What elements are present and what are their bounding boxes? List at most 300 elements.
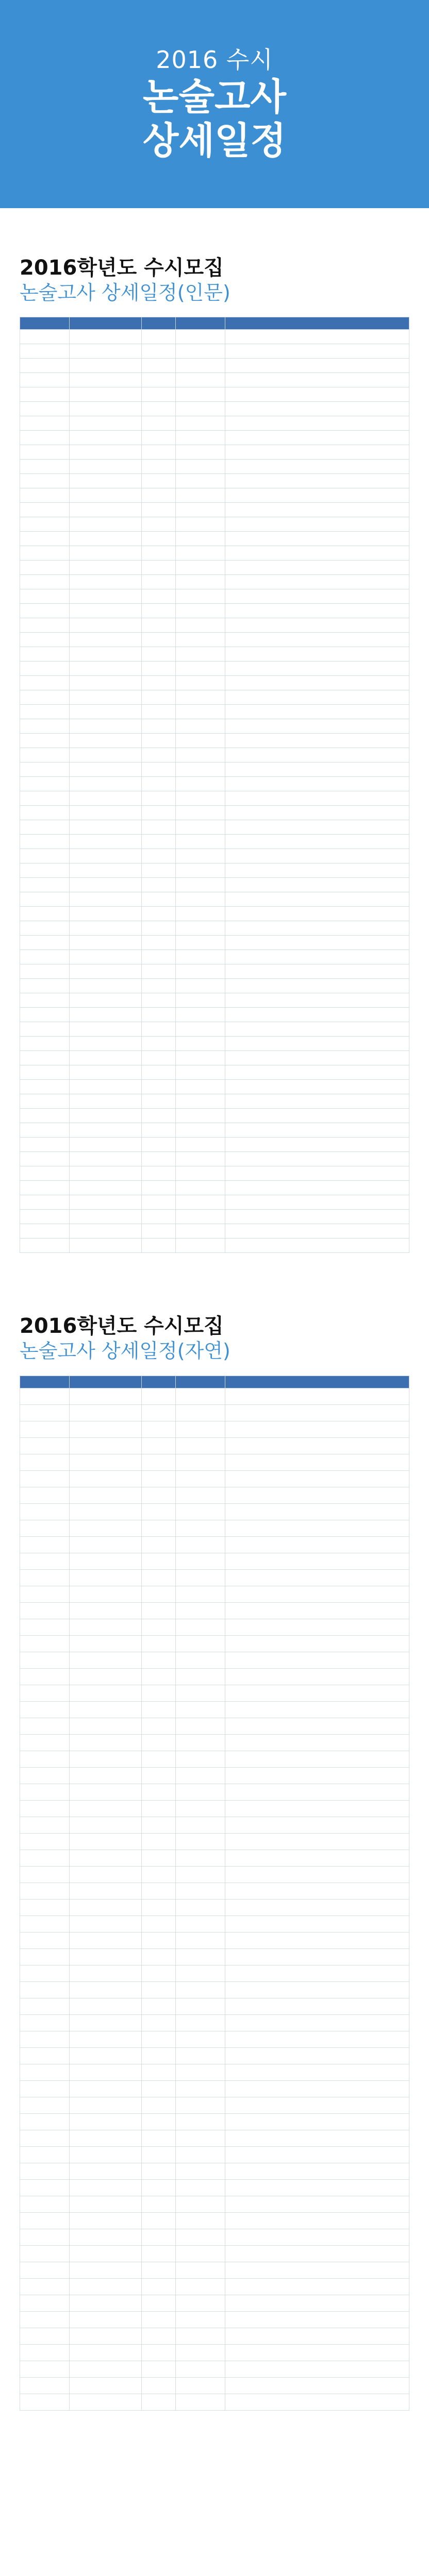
table-cell <box>176 690 225 705</box>
table-body <box>20 1388 409 2410</box>
table-row <box>20 1239 409 1253</box>
table-cell <box>142 2344 176 2361</box>
table-cell <box>225 1602 409 1619</box>
table-cell <box>70 2097 142 2113</box>
table-cell <box>70 618 142 633</box>
table-cell <box>20 1850 70 1866</box>
table-cell <box>225 2064 409 2080</box>
table-cell <box>142 1569 176 1586</box>
section-title: 2016학년도 수시모집 <box>20 256 224 280</box>
table-cell <box>142 2245 176 2262</box>
table-cell <box>225 1022 409 1037</box>
table-cell <box>176 1866 225 1883</box>
table-cell <box>70 1586 142 1602</box>
table-cell <box>225 1138 409 1152</box>
table-cell <box>225 431 409 445</box>
table-cell <box>20 1784 70 1800</box>
table-cell <box>176 1718 225 1734</box>
table-cell <box>176 1065 225 1080</box>
table-cell <box>225 488 409 503</box>
table-row <box>20 1767 409 1784</box>
table-cell <box>20 1569 70 1586</box>
table-cell <box>70 1181 142 1195</box>
table-row <box>20 1152 409 1166</box>
table-row <box>20 1916 409 1932</box>
table-cell <box>70 2394 142 2410</box>
table-cell <box>70 762 142 777</box>
table-cell <box>70 1239 142 1253</box>
table-cell <box>70 575 142 589</box>
table-cell <box>20 1800 70 1817</box>
table-row <box>20 676 409 690</box>
table-cell <box>20 979 70 993</box>
table-cell <box>176 1833 225 1850</box>
table-cell <box>142 1668 176 1685</box>
table-cell <box>142 1932 176 1948</box>
table-cell <box>225 2196 409 2212</box>
table-cell <box>142 460 176 474</box>
table-cell <box>142 2361 176 2377</box>
table-cell <box>142 1701 176 1718</box>
table-cell <box>225 1965 409 1981</box>
table-cell <box>70 647 142 662</box>
table-cell <box>142 575 176 589</box>
table-cell <box>142 1181 176 1195</box>
table-cell <box>176 2031 225 2047</box>
table-row <box>20 373 409 387</box>
table-cell <box>20 330 70 344</box>
table-cell <box>176 1850 225 1866</box>
table-cell <box>142 633 176 647</box>
table-cell <box>176 1767 225 1784</box>
table-cell <box>20 734 70 748</box>
table-cell <box>70 1817 142 1833</box>
table-cell <box>225 1210 409 1224</box>
table-cell <box>70 2361 142 2377</box>
table-row <box>20 878 409 892</box>
table-cell <box>70 1080 142 1094</box>
section-humanities <box>0 256 429 1253</box>
table-cell <box>70 2146 142 2163</box>
table-row <box>20 1437 409 1454</box>
table-cell <box>70 849 142 863</box>
table-cell <box>225 1181 409 1195</box>
table-cell <box>20 2080 70 2097</box>
table-cell <box>225 503 409 517</box>
table-cell <box>142 445 176 460</box>
table-cell <box>70 359 142 373</box>
table-cell <box>20 1866 70 1883</box>
table-cell <box>142 964 176 979</box>
table-row <box>20 575 409 589</box>
table-cell <box>176 762 225 777</box>
table-cell <box>225 1652 409 1668</box>
table-cell <box>70 791 142 806</box>
table-cell <box>142 1734 176 1751</box>
table-cell <box>70 1487 142 1503</box>
table-cell <box>142 1239 176 1253</box>
table-cell <box>176 2097 225 2113</box>
table-cell <box>20 1037 70 1051</box>
table-cell <box>176 2146 225 2163</box>
table-cell <box>225 532 409 546</box>
table-cell <box>142 1094 176 1109</box>
table-cell <box>176 2344 225 2361</box>
table-cell <box>70 2295 142 2311</box>
table-row <box>20 330 409 344</box>
table-cell <box>142 1718 176 1734</box>
table-cell <box>225 460 409 474</box>
table-cell <box>142 719 176 734</box>
table-cell <box>70 2196 142 2212</box>
table-cell <box>70 1051 142 1065</box>
table-row <box>20 2361 409 2377</box>
table-cell <box>70 1602 142 1619</box>
table-cell <box>20 1239 70 1253</box>
table-cell <box>20 2014 70 2031</box>
table-cell <box>142 1166 176 1181</box>
table-cell <box>225 359 409 373</box>
table-row <box>20 1109 409 1123</box>
table-cell <box>176 1751 225 1767</box>
table-cell <box>142 1800 176 1817</box>
banner-title-1: 논술고사 <box>142 75 287 118</box>
table-cell <box>70 561 142 575</box>
table-row <box>20 2212 409 2229</box>
table-cell <box>142 676 176 690</box>
table-cell <box>225 849 409 863</box>
table-cell <box>70 1421 142 1437</box>
table-row <box>20 2262 409 2278</box>
table-cell <box>225 2179 409 2196</box>
table-cell <box>20 835 70 849</box>
table-row <box>20 1421 409 1437</box>
table-cell <box>176 387 225 402</box>
table-row <box>20 1718 409 1734</box>
table-cell <box>225 777 409 791</box>
table-cell <box>142 2262 176 2278</box>
table-cell <box>142 791 176 806</box>
col-header-university <box>70 317 142 330</box>
table-cell <box>225 2212 409 2229</box>
table-cell <box>20 2229 70 2245</box>
table-cell <box>176 517 225 532</box>
table-cell <box>70 1652 142 1668</box>
table-cell <box>176 532 225 546</box>
table-cell <box>142 2179 176 2196</box>
table-row <box>20 2014 409 2031</box>
table-cell <box>142 1037 176 1051</box>
table-cell <box>142 1109 176 1123</box>
table-cell <box>70 1850 142 1866</box>
table-cell <box>20 633 70 647</box>
table-cell <box>70 1751 142 1767</box>
table-cell <box>225 1536 409 1553</box>
table-cell <box>225 1685 409 1701</box>
table-cell <box>20 460 70 474</box>
table-row <box>20 2163 409 2179</box>
table-cell <box>176 359 225 373</box>
table-cell <box>20 1932 70 1948</box>
table-row <box>20 2377 409 2394</box>
table-cell <box>70 1948 142 1965</box>
table-row <box>20 1080 409 1094</box>
table-cell <box>225 719 409 734</box>
table-cell <box>225 1553 409 1569</box>
table-cell <box>225 2328 409 2344</box>
table-cell <box>176 575 225 589</box>
table-cell <box>225 2311 409 2328</box>
table-cell <box>20 892 70 907</box>
table-cell <box>70 1866 142 1883</box>
table-cell <box>70 1008 142 1022</box>
table-cell <box>142 1123 176 1138</box>
table-row <box>20 1051 409 1065</box>
table-cell <box>20 1965 70 1981</box>
table-row <box>20 488 409 503</box>
table-cell <box>225 445 409 460</box>
table-cell <box>20 2163 70 2179</box>
table-row <box>20 849 409 863</box>
table-row <box>20 1635 409 1652</box>
table-cell <box>225 734 409 748</box>
table-cell <box>176 561 225 575</box>
table-cell <box>20 1065 70 1080</box>
table-cell <box>20 1817 70 1833</box>
table-cell <box>225 762 409 777</box>
table-cell <box>20 1718 70 1734</box>
table-cell <box>20 1181 70 1195</box>
table-cell <box>225 1487 409 1503</box>
table-cell <box>142 2278 176 2295</box>
table-row <box>20 1553 409 1569</box>
table-cell <box>142 532 176 546</box>
table-row <box>20 806 409 820</box>
table-cell <box>225 561 409 575</box>
table-cell <box>225 1833 409 1850</box>
table-cell <box>142 1965 176 1981</box>
table-row <box>20 863 409 878</box>
table-cell <box>20 1553 70 1569</box>
table-cell <box>20 2179 70 2196</box>
table-cell <box>70 820 142 835</box>
table-cell <box>142 1586 176 1602</box>
table-cell <box>70 503 142 517</box>
table-cell <box>70 2311 142 2328</box>
table-cell <box>176 820 225 835</box>
table-cell <box>70 1224 142 1239</box>
table-cell <box>225 1800 409 1817</box>
table-cell <box>70 1981 142 1998</box>
table-cell <box>70 719 142 734</box>
table-cell <box>176 1487 225 1503</box>
table-cell <box>225 647 409 662</box>
table-cell <box>225 1767 409 1784</box>
table-row <box>20 2113 409 2130</box>
table-cell <box>20 748 70 762</box>
table-cell <box>70 604 142 618</box>
table-row <box>20 460 409 474</box>
table-cell <box>70 1619 142 1635</box>
table-cell <box>20 2295 70 2311</box>
table-row <box>20 2394 409 2410</box>
table-cell <box>176 1421 225 1437</box>
table-cell <box>142 849 176 863</box>
table-cell <box>225 676 409 690</box>
table-cell <box>225 2361 409 2377</box>
table-cell <box>225 1388 409 1404</box>
table-row <box>20 1022 409 1037</box>
table-cell <box>20 373 70 387</box>
table-row <box>20 1224 409 1239</box>
schedule-table-humanities <box>20 317 409 1253</box>
table-cell <box>176 2229 225 2245</box>
table-cell <box>20 2245 70 2262</box>
table-row <box>20 1817 409 1833</box>
table-cell <box>20 2278 70 2295</box>
table-cell <box>20 719 70 734</box>
table-cell <box>176 402 225 416</box>
table-cell <box>142 2014 176 2031</box>
table-cell <box>176 1965 225 1981</box>
table-cell <box>176 2361 225 2377</box>
table-cell <box>70 748 142 762</box>
table-cell <box>70 1998 142 2014</box>
table-cell <box>142 359 176 373</box>
table-cell <box>142 1751 176 1767</box>
table-cell <box>20 907 70 921</box>
table-row <box>20 2097 409 2113</box>
table-cell <box>20 1470 70 1487</box>
table-cell <box>225 1619 409 1635</box>
section-science <box>0 1314 429 2410</box>
table-cell <box>176 2014 225 2031</box>
table-cell <box>142 1817 176 1833</box>
table-cell <box>20 546 70 561</box>
table-cell <box>20 1421 70 1437</box>
table-cell <box>176 2262 225 2278</box>
table-cell <box>70 1800 142 1817</box>
table-cell <box>142 2377 176 2394</box>
table-row <box>20 921 409 936</box>
table-cell <box>70 2179 142 2196</box>
table-cell <box>142 344 176 359</box>
table-cell <box>20 2146 70 2163</box>
table-cell <box>70 1210 142 1224</box>
table-cell <box>20 532 70 546</box>
table-cell <box>20 863 70 878</box>
table-cell <box>142 950 176 964</box>
table-cell <box>225 1883 409 1899</box>
table-cell <box>20 1883 70 1899</box>
table-cell <box>176 488 225 503</box>
table-cell <box>20 445 70 460</box>
table-cell <box>142 561 176 575</box>
table-cell <box>20 950 70 964</box>
table-cell <box>142 762 176 777</box>
table-cell <box>20 344 70 359</box>
table-cell <box>70 373 142 387</box>
table-cell <box>142 1635 176 1652</box>
table-row <box>20 546 409 561</box>
table-cell <box>20 474 70 488</box>
table-row <box>20 690 409 705</box>
table-cell <box>20 820 70 835</box>
table-cell <box>225 1569 409 1586</box>
table-cell <box>142 1652 176 1668</box>
table-cell <box>70 1916 142 1932</box>
table-cell <box>70 1833 142 1850</box>
table-cell <box>70 1065 142 1080</box>
table-cell <box>20 1166 70 1181</box>
table-row <box>20 820 409 835</box>
table-cell <box>176 1437 225 1454</box>
table-cell <box>225 1454 409 1470</box>
table-cell <box>176 474 225 488</box>
table-cell <box>20 517 70 532</box>
table-cell <box>225 2245 409 2262</box>
table-row <box>20 892 409 907</box>
table-cell <box>176 950 225 964</box>
table-row <box>20 1454 409 1470</box>
table-cell <box>70 907 142 921</box>
table-cell <box>20 488 70 503</box>
table-cell <box>225 1123 409 1138</box>
table-row <box>20 517 409 532</box>
banner-title-2: 상세일정 <box>142 118 287 162</box>
table-cell <box>20 1635 70 1652</box>
table-cell <box>176 1701 225 1718</box>
table-row <box>20 1181 409 1195</box>
table-cell <box>225 1152 409 1166</box>
table-row <box>20 359 409 373</box>
table-cell <box>176 1138 225 1152</box>
table-cell <box>20 1899 70 1916</box>
table-row <box>20 1734 409 1751</box>
table-cell <box>142 921 176 936</box>
table-row <box>20 2179 409 2196</box>
table-cell <box>70 1404 142 1421</box>
table-cell <box>142 1470 176 1487</box>
table-row <box>20 1866 409 1883</box>
table-cell <box>176 921 225 936</box>
table-cell <box>70 964 142 979</box>
table-cell <box>176 2295 225 2311</box>
table-cell <box>142 863 176 878</box>
table-cell <box>20 561 70 575</box>
table-cell <box>20 2047 70 2064</box>
table-cell <box>20 575 70 589</box>
table-cell <box>225 806 409 820</box>
table-row <box>20 2295 409 2311</box>
table-cell <box>176 1239 225 1253</box>
table-cell <box>176 734 225 748</box>
table-cell <box>176 835 225 849</box>
table-cell <box>70 1718 142 1734</box>
table-body <box>20 330 409 1253</box>
table-cell <box>225 2146 409 2163</box>
table-cell <box>142 2311 176 2328</box>
table-row <box>20 1899 409 1916</box>
table-header-row <box>20 1376 409 1388</box>
table-cell <box>142 604 176 618</box>
table-cell <box>70 2047 142 2064</box>
table-cell <box>225 1520 409 1536</box>
table-cell <box>70 676 142 690</box>
table-cell <box>142 1503 176 1520</box>
table-row <box>20 950 409 964</box>
table-cell <box>142 416 176 431</box>
